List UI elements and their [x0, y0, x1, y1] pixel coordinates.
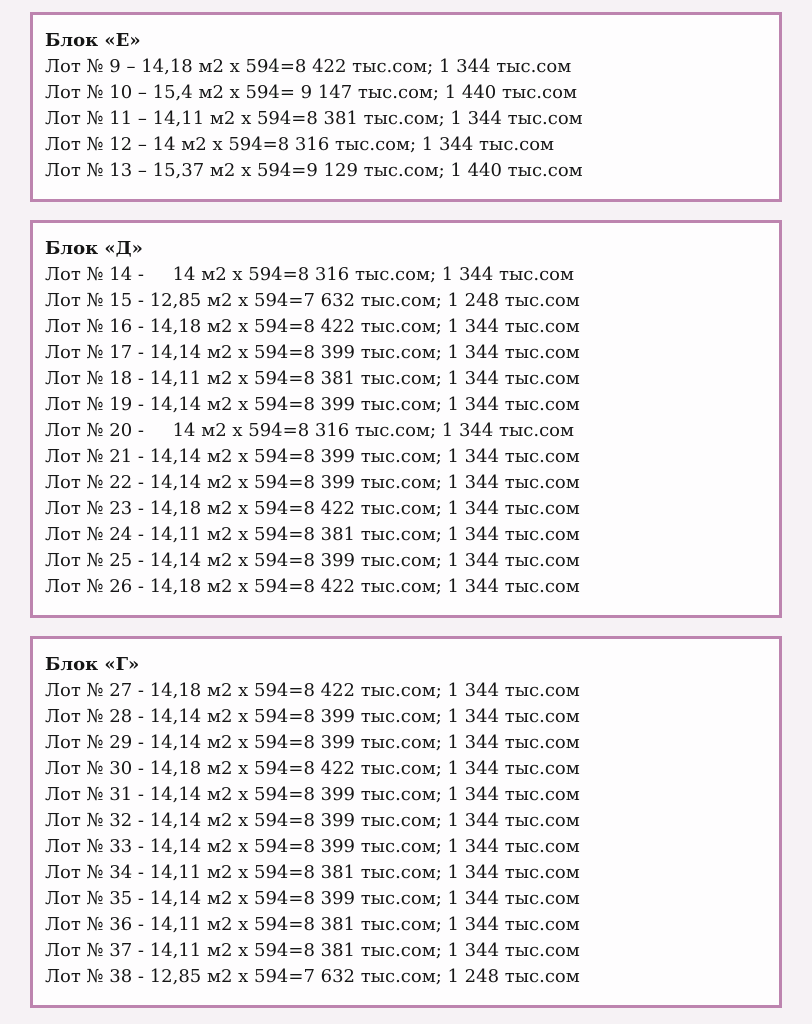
lot-line: Лот № 29 - 14,14 м2 х 594=8 399 тыс.сом; 1 344 тыс.сом [45, 732, 580, 753]
block-title: Блок «Д» [45, 238, 143, 259]
lot-line: Лот № 13 – 15,37 м2 х 594=9 129 тыс.сом; 1 440 тыс.сом [45, 160, 583, 181]
lot-line: Лот № 33 - 14,14 м2 х 594=8 399 тыс.сом; 1 344 тыс.сом [45, 836, 580, 857]
lot-line: Лот № 21 - 14,14 м2 х 594=8 399 тыс.сом; 1 344 тыс.сом [45, 446, 580, 467]
lot-line: Лот № 9 – 14,18 м2 х 594=8 422 тыс.сом; 1 344 тыс.сом [45, 56, 572, 77]
block-section [30, 220, 782, 618]
lot-line: Лот № 32 - 14,14 м2 х 594=8 399 тыс.сом; 1 344 тыс.сом [45, 810, 580, 831]
lot-line: Лот № 35 - 14,14 м2 х 594=8 399 тыс.сом; 1 344 тыс.сом [45, 888, 580, 909]
block-lines [45, 678, 767, 990]
lot-line: Лот № 15 - 12,85 м2 х 594=7 632 тыс.сом; 1 248 тыс.сом [45, 290, 580, 311]
lot-line: Лот № 27 - 14,18 м2 х 594=8 422 тыс.сом; 1 344 тыс.сом [45, 680, 580, 701]
block-title: Блок «Е» [45, 30, 141, 51]
lot-line: Лот № 38 - 12,85 м2 х 594=7 632 тыс.сом; 1 248 тыс.сом [45, 966, 580, 987]
lot-line: Лот № 36 - 14,11 м2 х 594=8 381 тыс.сом; 1 344 тыс.сом [45, 914, 580, 935]
lot-line: Лот № 12 – 14 м2 х 594=8 316 тыс.сом; 1 344 тыс.сом [45, 134, 555, 155]
lot-line: Лот № 23 - 14,18 м2 х 594=8 422 тыс.сом; 1 344 тыс.сом [45, 498, 580, 519]
lot-line: Лот № 16 - 14,18 м2 х 594=8 422 тыс.сом; 1 344 тыс.сом [45, 316, 580, 337]
block-section [30, 636, 782, 1008]
block-lines [45, 262, 767, 600]
block-title: Блок «Г» [45, 654, 140, 675]
lot-line: Лот № 14 - 14 м2 х 594=8 316 тыс.сом; 1 344 тыс.сом [45, 264, 575, 285]
lot-line: Лот № 11 – 14,11 м2 х 594=8 381 тыс.сом; 1 344 тыс.сом [45, 108, 583, 129]
lot-line: Лот № 24 - 14,11 м2 х 594=8 381 тыс.сом; 1 344 тыс.сом [45, 524, 580, 545]
lot-line: Лот № 28 - 14,14 м2 х 594=8 399 тыс.сом; 1 344 тыс.сом [45, 706, 580, 727]
block-lines [45, 54, 767, 184]
lot-line: Лот № 20 - 14 м2 х 594=8 316 тыс.сом; 1 344 тыс.сом [45, 420, 575, 441]
lot-line: Лот № 31 - 14,14 м2 х 594=8 399 тыс.сом; 1 344 тыс.сом [45, 784, 580, 805]
lot-line: Лот № 37 - 14,11 м2 х 594=8 381 тыс.сом; 1 344 тыс.сом [45, 940, 580, 961]
lot-line: Лот № 10 – 15,4 м2 х 594= 9 147 тыс.сом; 1 440 тыс.сом [45, 82, 577, 103]
lot-line: Лот № 26 - 14,18 м2 х 594=8 422 тыс.сом; 1 344 тыс.сом [45, 576, 580, 597]
lot-line: Лот № 30 - 14,18 м2 х 594=8 422 тыс.сом; 1 344 тыс.сом [45, 758, 580, 779]
lot-line: Лот № 22 - 14,14 м2 х 594=8 399 тыс.сом; 1 344 тыс.сом [45, 472, 580, 493]
lot-line: Лот № 34 - 14,11 м2 х 594=8 381 тыс.сом; 1 344 тыс.сом [45, 862, 580, 883]
lot-line: Лот № 18 - 14,11 м2 х 594=8 381 тыс.сом; 1 344 тыс.сом [45, 368, 580, 389]
lot-line: Лот № 25 - 14,14 м2 х 594=8 399 тыс.сом; 1 344 тыс.сом [45, 550, 580, 571]
block-section [30, 12, 782, 202]
lot-line: Лот № 19 - 14,14 м2 х 594=8 399 тыс.сом; 1 344 тыс.сом [45, 394, 580, 415]
lot-line: Лот № 17 - 14,14 м2 х 594=8 399 тыс.сом; 1 344 тыс.сом [45, 342, 580, 363]
